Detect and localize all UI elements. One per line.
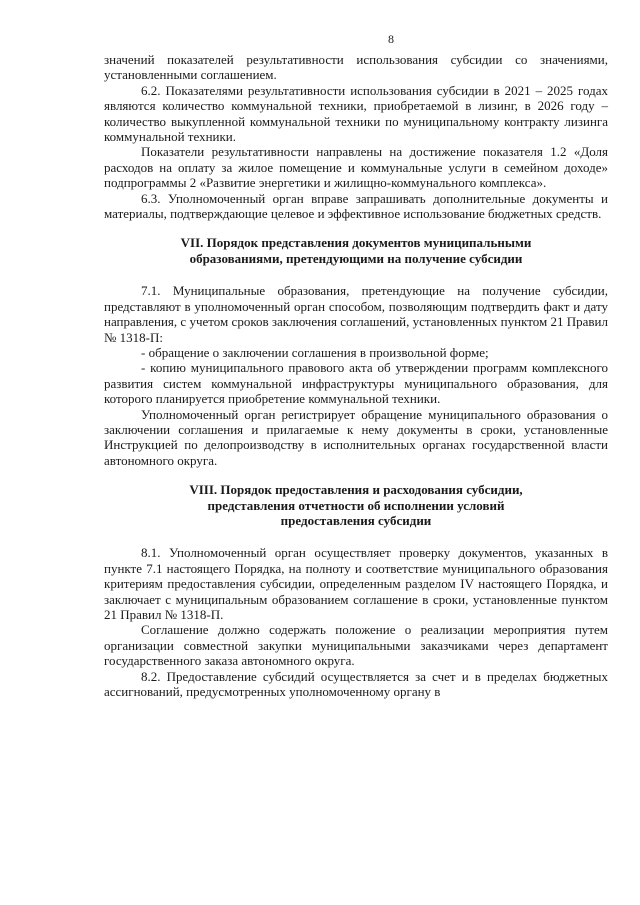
section-heading-line: VIII. Порядок предоставления и расходования субсидии, — [189, 482, 523, 498]
section-heading — [104, 235, 608, 266]
paragraph: Уполномоченный орган регистрирует обращение муниципального образования о заключении соглашения и прилагаемые к нему документы в сроки, установленные Инструкцией по делопроизводству в исполнительных органах государственной власти автономного округа. — [104, 406, 608, 468]
paragraph: - копию муниципального правового акта об утверждении программ комплексного развития систем коммунальной инфраструктуры муниципального образования, для которого планируется приобретение коммунальной техники. — [104, 360, 608, 407]
paragraph: 8.2. Предоставление субсидий осуществляется за счет и в пределах бюджетных ассигнований, предусмотренных уполномоченному органу в — [104, 668, 608, 700]
paragraph: Соглашение должно содержать положение о реализации мероприятия путем организации совместной закупки муниципальными заказчиками через департамент государственного заказа автономного округа. — [104, 622, 608, 669]
section-heading-line: образованиями, претендующими на получение субсидии — [189, 250, 523, 266]
paragraph: 8.1. Уполномоченный орган осуществляет проверку документов, указанных в пункте 7.1 настоящего Порядка, на полноту и соответствие муниципального образования критериям предоставления субсидии, определенным разделом IV настоящего Порядка, и заключает с муниципальным образованием соглашение в сроки, установленные пунктом 21 Правил № 1318-П. — [104, 545, 608, 622]
paragraph: 6.3. Уполномоченный орган вправе запрашивать дополнительные документы и материалы, подтверждающие целевое и эффективное использование бюджетных средств. — [104, 190, 608, 222]
paragraph: значений показателей результативности использования субсидии со значениями, установленными соглашением. — [104, 52, 608, 83]
paragraph: Показатели результативности направлены на достижение показателя 1.2 «Доля расходов на оплату за жилое помещение и коммунальные услуги в семейном доходе» подпрограммы 2 «Развитие энергетики и жилищно-коммунального комплекса». — [104, 144, 608, 191]
paragraph: 6.2. Показателями результативности использования субсидии в 2021 – 2025 годах являются количество коммунальной техники, приобретаемой в лизинг, в 2026 году – количество выкупленной коммунальной техники по муниципальному контракту лизинга коммунальной техники. — [104, 82, 608, 145]
section-heading-line: предоставления субсидии — [280, 512, 432, 528]
page-number: 8 — [388, 32, 394, 46]
section-heading-line: представления отчетности об исполнении условий — [207, 497, 505, 513]
section-heading-line: VII. Порядок представления документов муниципальными — [180, 235, 532, 251]
document-body — [104, 52, 608, 699]
paragraph: - обращение о заключении соглашения в произвольной форме; — [141, 344, 489, 360]
section-heading — [104, 482, 608, 528]
paragraph: 7.1. Муниципальные образования, претендующие на получение субсидии, представляют в уполномоченный орган способом, позволяющим подтвердить факт и дату направления, с учетом сроков заключения соглашений, установленных пунктом 21 Правил № 1318-П: — [104, 283, 608, 345]
